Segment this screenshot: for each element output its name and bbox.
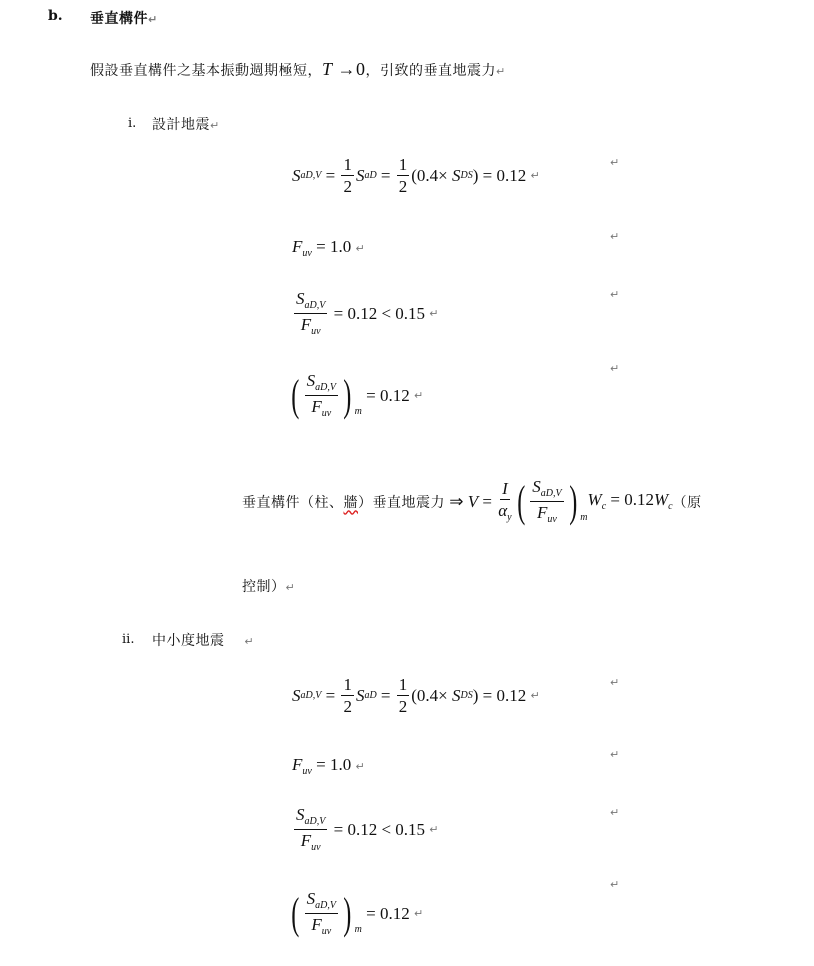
- section-ii-marker: ii.: [122, 632, 135, 647]
- conclusion-line: 垂直構件（柱、 牆 ）垂直地震力 ⇒ V = $\frac{I}{\alpha_y}$ ( $\frac{S_{aD,V}}{F_{uv}}$ ) m $W_c = 0.12W_c$ （原: [242, 476, 702, 526]
- intro-sentence: 假設垂直構件之基本振動週期極短，T →0，引致的垂直地震力↵: [90, 59, 506, 79]
- return-mark: ↵: [610, 748, 620, 761]
- equation-sad-design: S aD,V = $\frac{1}{2}$ S aD = $\frac{1}{2}$ (0.4× S DS ) = 0.12 ↵: [292, 155, 540, 196]
- equation-fuv-design: $F_{uv} = 1.0$ ↵: [292, 237, 365, 259]
- section-i-marker: i.: [128, 116, 137, 131]
- heading-marker: b.: [48, 8, 63, 24]
- return-mark: ↵: [610, 676, 620, 689]
- return-mark: ↵: [610, 362, 620, 375]
- return-mark: ↵: [610, 806, 620, 819]
- conclusion-continuation: 控制）↵: [242, 579, 296, 595]
- return-mark: ↵: [610, 230, 620, 243]
- return-mark: ↵: [610, 878, 620, 891]
- section-ii-title: 中小度地震 ↵: [152, 633, 255, 649]
- section-i-title: 設計地震↵: [152, 117, 220, 133]
- equation-ratio-minor: $\frac{S_{aD,V}}{F_{uv}}$ = 0.12 < 0.15 ↵: [296, 805, 439, 853]
- equation-sad-minor: S aD,V = $\frac{1}{2}$ S aD = $\frac{1}{2}$ (0.4× S DS ) = 0.12 ↵: [292, 675, 540, 716]
- return-mark: ↵: [610, 288, 620, 301]
- heading-title: 垂直構件↵: [90, 11, 158, 27]
- equation-fuv-minor: $F_{uv} = 1.0$ ↵: [292, 755, 365, 777]
- equation-ratio-m-minor: ( $\frac{S_{aD,V}}{F_{uv}}$ ) m = 0.12 ↵: [291, 888, 424, 938]
- return-mark: ↵: [610, 156, 620, 169]
- equation-ratio-design: $\frac{S_{aD,V}}{F_{uv}}$ = 0.12 < 0.15 ↵: [296, 289, 439, 337]
- equation-ratio-m-design: ( $\frac{S_{aD,V}}{F_{uv}}$ ) m = 0.12 ↵: [291, 370, 424, 420]
